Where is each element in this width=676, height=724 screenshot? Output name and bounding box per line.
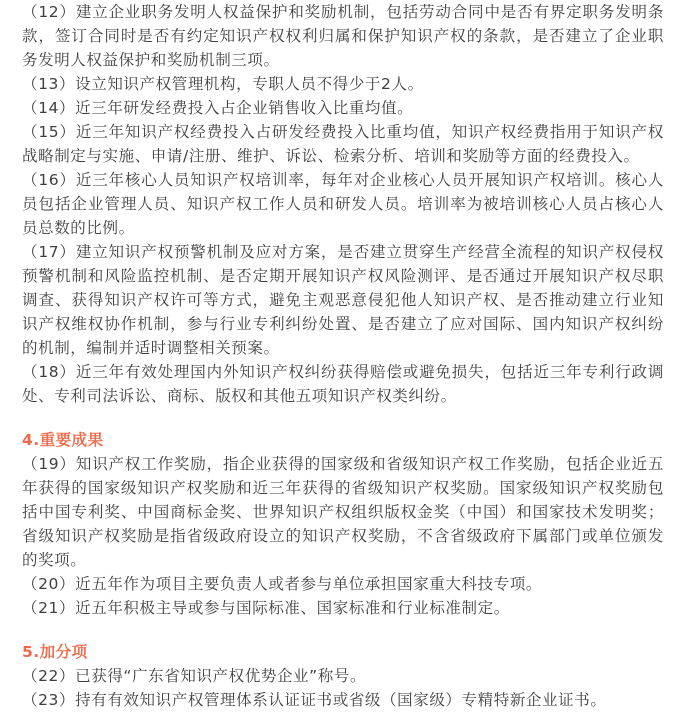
section-spacer: [22, 620, 664, 640]
section-heading-achievements: 4.重要成果: [22, 431, 104, 449]
list-item-23: （23）持有有效知识产权管理体系认证证书或省级（国家级）专精特新企业证书。: [22, 691, 607, 709]
list-item-14: （14）近三年研发经费投入占企业销售收入比重均值。: [22, 99, 414, 117]
list-item-15: （15）近三年知识产权经费投入占研发经费投入比重均值，知识产权经费指用于知识产权战略制定与实施、申请/注册、维护、诉讼、检索分析、培训和奖励等方面的经费投入。: [22, 123, 664, 165]
list-item-18: （18）近三年有效处理国内外知识产权纠纷获得赔偿或避免损失，包括近三年专利行政调处、专利司法诉讼、商标、版权和其他五项知识产权类纠纷。: [22, 363, 664, 405]
section-requirements: [22, 0, 664, 408]
section-bonus: [22, 640, 664, 712]
list-item-19: （19）知识产权工作奖励，指企业获得的国家级和省级知识产权工作奖励，包括企业近五年获得的国家级知识产权奖励和近三年获得的省级知识产权奖励。国家级知识产权奖励包括中国专利奖、中国商标金奖、世界知识产权组织版权金奖（中国）和国家技术发明奖；省级知识产权奖励是指省级政府设立的知识产权奖励，不含省级政府下属部门或单位颁发的奖项。: [22, 455, 664, 569]
list-item-12: （12）建立企业职务发明人权益保护和奖励机制，包括劳动合同中是否有界定职务发明条款，签订合同时是否有约定知识产权权利归属和保护知识产权的条款，是否建立了企业职务发明人权益保护和奖励机制三项。: [22, 3, 664, 69]
list-item-22: （22）已获得“广东省知识产权优势企业”称号。: [22, 667, 367, 685]
list-item-21: （21）近五年积极主导或参与国际标准、国家标准和行业标准制定。: [22, 599, 510, 617]
list-item-20: （20）近五年作为项目主要负责人或者参与单位承担国家重大科技专项。: [22, 575, 543, 593]
section-heading-bonus: 5.加分项: [22, 643, 88, 661]
section-achievements: [22, 428, 664, 620]
section-spacer: [22, 408, 664, 428]
list-item-13: （13）设立知识产权管理机构，专职人员不得少于2人。: [22, 75, 424, 93]
list-item-16: （16）近三年核心人员知识产权培训率，每年对企业核心人员开展知识产权培训。核心人员包括企业管理人员、知识产权工作人员和研发人员。培训率为被培训核心人员占核心人员总数的比例。: [22, 171, 664, 237]
list-item-17: （17）建立知识产权预警机制及应对方案，是否建立贯穿生产经营全流程的知识产权侵权预警机制和风险监控机制、是否定期开展知识产权风险测评、是否通过开展知识产权尽职调查、获得知识产权许可等方式，避免主观恶意侵犯他人知识产权、是否推动建立行业知识产权维权协作机制，参与行业专利纠纷处置、是否建立了应对国际、国内知识产权纠纷的机制，编制并适时调整相关预案。: [22, 243, 664, 357]
